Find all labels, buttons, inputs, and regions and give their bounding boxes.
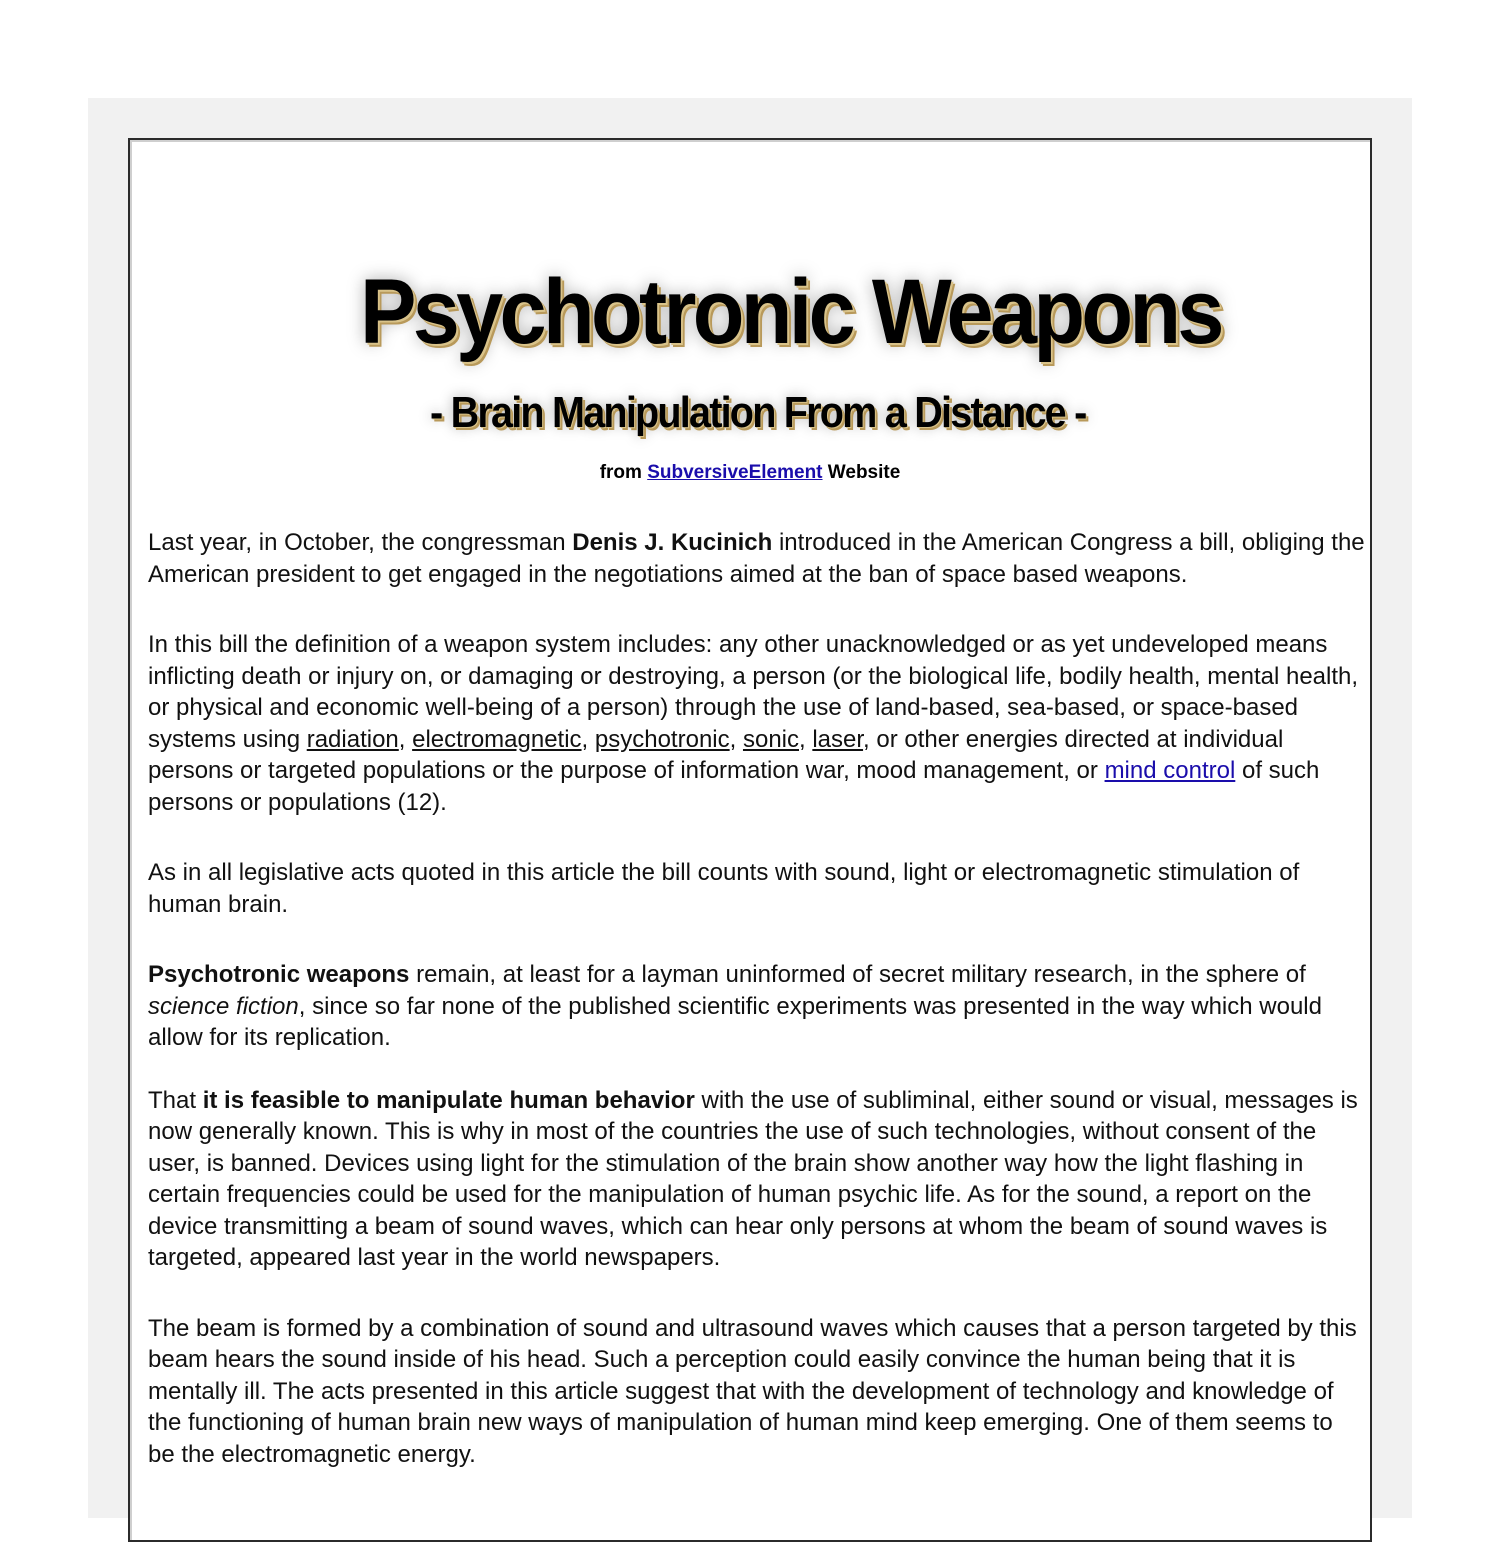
italic-term: science fiction bbox=[148, 992, 299, 1020]
text: , or other energies directed at individual persons or targeted populations or the purpose of information war, mood management, or bbox=[148, 725, 1284, 784]
source-suffix: Website bbox=[827, 462, 901, 483]
sep: , bbox=[398, 725, 413, 753]
link-radiation[interactable]: radiation bbox=[306, 725, 399, 753]
source-prefix: from bbox=[599, 462, 642, 483]
text: Last year, in October, the congressman bbox=[148, 529, 573, 556]
link-mind-control[interactable]: mind control bbox=[1104, 757, 1236, 784]
link-electromagnetic[interactable]: electromagnetic bbox=[412, 725, 582, 753]
logo-title: Psychotronic Weapons bbox=[360, 261, 1221, 363]
link-laser[interactable]: laser bbox=[812, 725, 864, 753]
paragraph-1 bbox=[148, 527, 1366, 590]
link-sonic[interactable]: sonic bbox=[742, 725, 799, 753]
paragraph-2 bbox=[148, 629, 1366, 818]
text: remain, at least for a layman uninformed of secret military research, in the sphere of bbox=[409, 961, 1306, 988]
paragraph-6: The beam is formed by a combination of sound and ultrasound waves which causes that a person targeted by this beam hears the sound inside of his head. Such a perception could easily convince the human being that it is mentally ill. The acts presented in this article suggest that with the development of technology and knowledge of the functioning of human brain new ways of manipulation of human mind keep emerging. One of them seems to be the electromagnetic energy. bbox=[148, 1314, 1357, 1468]
paragraph-3: As in all legislative acts quoted in this article the bill counts with sound, light or electromagnetic stimulation of human brain. bbox=[148, 859, 1300, 918]
source-line bbox=[0, 462, 1500, 484]
text: introduced in the American Congress a bill, obliging the American president to get engaged in the negotiations aimed at the ban of space based weapons. bbox=[148, 529, 1365, 588]
sep: , bbox=[729, 725, 743, 753]
article-body bbox=[148, 527, 1366, 1509]
text: That bbox=[148, 1086, 203, 1114]
text: , since so far none of the published scientific experiments was presented in the way which would allow for its replication. bbox=[148, 992, 1322, 1051]
text: with the use of subliminal, either sound or visual, messages is now generally known. This is why in most of the countries the use of such technologies, without consent of the user, is banned. Devices using light for the stimulation of the brain show another way how the light flashing in certain frequencies could be used for the manipulation of human psychic life. As for the sound, a report on the device transmitting a beam of sound waves, which can hear only persons at whom the beam of sound waves is targeted, appeared last year in the world newspapers. bbox=[148, 1086, 1358, 1271]
paragraph-4 bbox=[148, 959, 1366, 1054]
bold-phrase: it is feasible to manipulate human behavior bbox=[202, 1086, 695, 1114]
text: of such persons or populations (12). bbox=[148, 757, 1320, 816]
paragraph-5 bbox=[148, 1085, 1366, 1274]
link-psychotronic[interactable]: psychotronic bbox=[594, 725, 730, 753]
bold-term: Psychotronic weapons bbox=[148, 961, 410, 988]
text: In this bill the definition of a weapon system includes: any other unacknowledged or as yet undeveloped means inflicting death or injury on, or damaging or destroying, a person (or the biological life, bodily health, mental health, or physical and economic well-being of a person) through the use of land-based, sea-based, or space-based systems using bbox=[148, 631, 1359, 753]
title-logo-image bbox=[305, 250, 1221, 450]
bold-name: Denis J. Kucinich bbox=[572, 529, 773, 556]
sep: , bbox=[581, 725, 595, 753]
logo-subtitle: - Brain Manipulation From a Distance - bbox=[430, 388, 1086, 437]
source-link[interactable]: SubversiveElement bbox=[647, 462, 823, 483]
sep: , bbox=[799, 725, 813, 753]
